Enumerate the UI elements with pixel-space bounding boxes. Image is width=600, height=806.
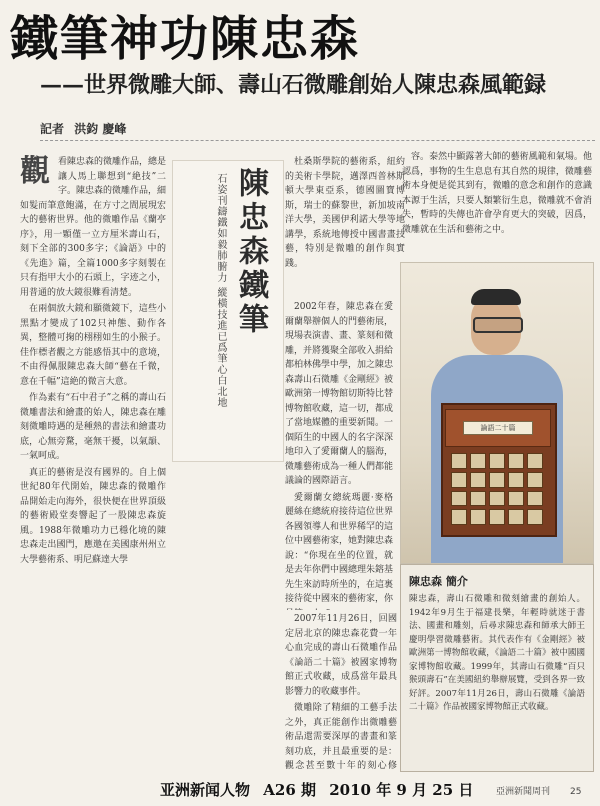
- footer-publication: 亚洲新闻人物: [160, 781, 251, 799]
- paragraph: 作為素有“石中君子”之稱的壽山石微雕書法和繪畫的始人，陳忠森在雕刻微雕時遇的是種熱的書法和繪畫功底，心無旁騖，毫無干擾，以氣韻、一氣呵成。: [20, 393, 166, 461]
- paragraph: 2002年春，陳忠森在愛爾蘭舉辦個人的門藝術展，現場表演書、畫、篆刻和微雕，并將獲聚全部收入捐給都柏林佛學中學，加之陳忠森壽山石微雕《金剛經》被歐洲第一博物館切斯特比替博物館收藏，這一切，都成了當地媒體的重要新聞。一個陌生的中國人的名字深深地印入了愛爾蘭人的腦海，微雕藝術成為一種人們都能議論的國際語言。: [285, 302, 393, 486]
- paragraph: 愛爾蘭女總統瑪麗·麥格麗絲在總統府接待這位世界各國領導人和世界稀罕的這位中國藝術家，她對陳忠森說：“你現在坐的位置，就是去年你們中國總理朱鎔基先生來訪時所坐的，在這裏接待從中國來的藝術家，你: [285, 492, 393, 604]
- photo-case-plaque: 論語二十篇: [463, 421, 533, 435]
- biography-box: [400, 564, 594, 772]
- magazine-name: 亞洲新聞周刊: [496, 787, 551, 797]
- paragraph: 微雕除了精細的工藝手法之外，真正能創作出微雕藝術品還需要深厚的書畫和篆刻功底，并且最重要的是：觀念甚至數十年的刻心修: [285, 703, 397, 771]
- photo-figure-hair: [471, 289, 521, 305]
- article-title: 鐵筆神功陳忠森: [10, 11, 361, 67]
- article-column-3-top: [402, 150, 592, 258]
- paragraph: 容。泰然中顯露著大師的藝術風範和氣場。他認爲，事物的生生息息有其自然的規律，微雕藝術本身便是從其到有，微雕的意念和創作的意識本源于生活，只要人類繁衍生息，微雕就不會消失，暫時的失傳也許會孕育更大的突破，因爲，微雕就在生活和藝術之中。: [402, 152, 592, 235]
- calligraphy-artwork: [172, 160, 284, 462]
- paragraph: 看陳忠森的微雕作品，總是讓人馬上聯想到“絶技”二字。陳忠森的微雕作品，細如髮而筆意飽滿，在方寸之間展現宏大的藝術世界。他的微雕作品《蘭亭序》，用一顆僅一立方厘米壽山石，刻下全部的300多字；《論語》中的《先進》篇，全篇1000多字刻製在只有指甲大小的石頭上，字迹之小，用普通的放大鏡很難看清楚。: [20, 157, 166, 298]
- footer-caption: [160, 778, 490, 802]
- calligraphy-main-text: 陳忠森鐵筆: [233, 167, 268, 337]
- footer-date: 2010 年 9 月 25 日: [329, 781, 474, 799]
- byline-names: 洪鈞 慶峰: [74, 122, 127, 136]
- biography-title: 陳忠森 簡介: [409, 575, 468, 588]
- page-number: 25: [570, 787, 582, 797]
- paragraph: 2007年11月26日，回國定居北京的陳忠森花費一年心血完成的壽山石微雕作品《論語二十篇》被國家博物館正式收藏，成爲當年最具影響力的收藏事件。: [285, 614, 397, 697]
- biography-text: 陳忠森，壽山石微雕和微刻繪畫的創始人。1942年9月生于福建長樂，年輕時就迷于書法、國畫和雕刻，后尋求陳忠森和師承大師王慶明學習微雕藝術。其代表作有《金剛經》被歐洲第一博物館收藏，《論語二十篇》被中國國家博物館收藏。1999年，其壽山石微雕“百只猴頭壽石”在美國紐約舉辦展覽，受到各界一致好評。2007年11月26日，壽山石微雕《論語二十篇》作品被國家博物館正式收藏。: [409, 594, 585, 712]
- byline-divider: [40, 140, 595, 141]
- drop-cap: 觀: [20, 155, 50, 189]
- footer-issue: A26 期: [263, 781, 316, 799]
- article-column-2-bottom: [285, 612, 397, 774]
- paragraph: 在兩個放大鏡和顯微鏡下，這些小黑點才變成了102只神態、動作各異，整體可掬的栩栩如生的小猴子。佳作標者觀之方能感悟其中的意境，不由得佩服陳忠森大師“藝在千微，意在千幅”這絶的微言大意。: [20, 304, 166, 387]
- photo-figure-glasses: [473, 317, 523, 333]
- byline-label: 記者: [40, 122, 65, 136]
- article-subtitle: ——世界微雕大師、壽山石微雕創始人陳忠森風範録: [40, 72, 547, 98]
- paragraph: 杜桑斯學院的藝術系，紐約的美術卡學院，邁澤西普林斯頓大學東亞系，德國圖寶博斯，瑞士的蘇黎世，新加坡南洋大學，美國伊利諾大學等地講學，系統地傳授中國書畫技藝，特別是微雕的創作與實踐。: [285, 157, 405, 269]
- article-column-2-top: [285, 155, 405, 297]
- artist-portrait-photo: [400, 262, 594, 564]
- paragraph: 真正的藝術是沒有國界的。自上個世紀80年代開始，陳忠森的微雕作品開始走向海外，很快便在世界頂級的藝術殿堂奏響起了一股陳忠森旋風。1988年微雕功力已穩化境的陳忠森走出國門，應邀在美國康州州立大學藝術系、明尼蘇達大學: [20, 467, 166, 565]
- byline: [40, 120, 340, 138]
- article-column-1: [20, 155, 166, 775]
- photo-carved-stones: [451, 453, 543, 525]
- article-column-2-middle: [285, 300, 393, 610]
- calligraphy-inscription: 石姿刊鑄鐵如毅肺腑力 縱橫技進已爲筆心白北地: [215, 173, 226, 409]
